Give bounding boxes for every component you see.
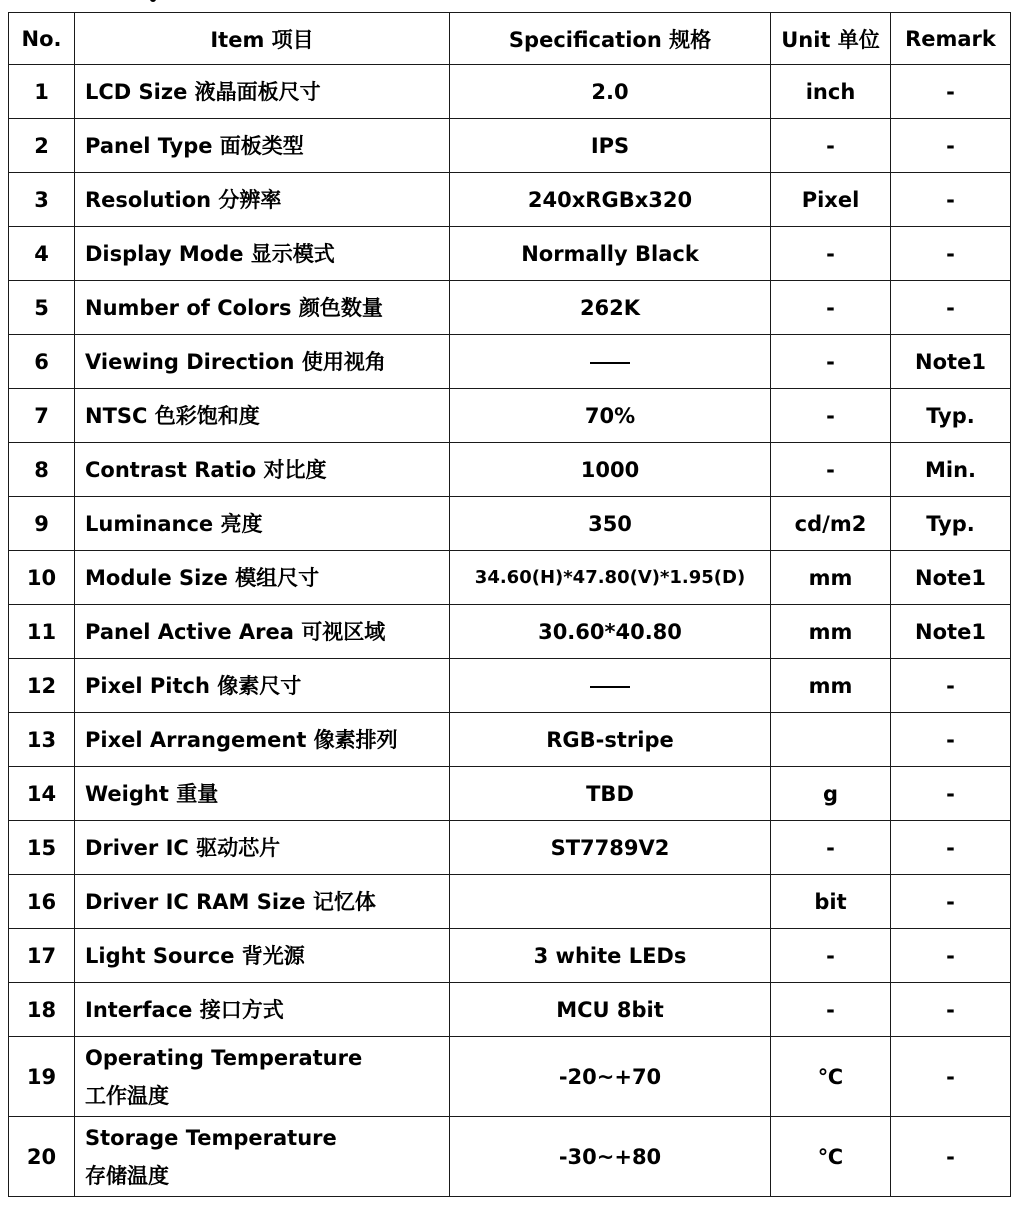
table-row [9,767,1011,821]
item-name: Resolution 分辨率 [75,173,450,227]
remark-value: - [891,65,1011,119]
unit-value: Pixel [771,173,891,227]
item-name: Number of Colors 颜色数量 [75,281,450,335]
item-name: Interface 接口方式 [75,983,450,1037]
spec-value: 34.60(H)*47.80(V)*1.95(D) [450,551,771,605]
unit-value: inch [771,65,891,119]
spec-value: MCU 8bit [450,983,771,1037]
table-row [9,659,1011,713]
row-number: 16 [9,875,75,929]
remark-value: - [891,821,1011,875]
spec-value: RGB-stripe [450,713,771,767]
spec-value: 2.0 [450,65,771,119]
remark-value: Typ. [891,389,1011,443]
unit-value: mm [771,551,891,605]
unit-value: - [771,389,891,443]
unit-value: ℃ [771,1117,891,1197]
unit-value: cd/m2 [771,497,891,551]
table-row [9,281,1011,335]
row-number: 8 [9,443,75,497]
spec-value: TBD [450,767,771,821]
item-name: Module Size 模组尺寸 [75,551,450,605]
remark-value: - [891,173,1011,227]
header-unit: Unit 单位 [771,13,891,65]
remark-value: - [891,875,1011,929]
unit-value: mm [771,605,891,659]
remark-value: - [891,929,1011,983]
table-header-row [9,13,1011,65]
row-number: 3 [9,173,75,227]
item-name: Display Mode 显示模式 [75,227,450,281]
item-name: Pixel Arrangement 像素排列 [75,713,450,767]
spec-value: IPS [450,119,771,173]
row-number: 7 [9,389,75,443]
table-row [9,497,1011,551]
item-name: Contrast Ratio 对比度 [75,443,450,497]
unit-value: - [771,929,891,983]
remark-value: Typ. [891,497,1011,551]
table-row [9,389,1011,443]
remark-value: - [891,659,1011,713]
item-name: LCD Size 液晶面板尺寸 [75,65,450,119]
unit-value: mm [771,659,891,713]
unit-value: ℃ [771,1037,891,1117]
spec-value: 1000 [450,443,771,497]
table-row [9,227,1011,281]
remark-value: Min. [891,443,1011,497]
spec-value: 350 [450,497,771,551]
item-name-cn: 存储温度 [85,1163,169,1188]
table-row [9,983,1011,1037]
row-number: 11 [9,605,75,659]
item-name: Weight 重量 [75,767,450,821]
unit-value: - [771,983,891,1037]
table-row [9,335,1011,389]
item-name: Luminance 亮度 [75,497,450,551]
table-row [9,875,1011,929]
remark-value: - [891,713,1011,767]
item-name: Panel Type 面板类型 [75,119,450,173]
header-no: No. [9,13,75,65]
item-name [75,1037,450,1117]
table-row [9,1117,1011,1197]
row-number: 12 [9,659,75,713]
row-number: 9 [9,497,75,551]
unit-value: - [771,821,891,875]
item-name: Light Source 背光源 [75,929,450,983]
specification-table [8,12,1011,1197]
table-row [9,443,1011,497]
spec-value: Normally Black [450,227,771,281]
unit-value: - [771,335,891,389]
item-name-en: Operating Temperature [85,1045,363,1070]
row-number: 20 [9,1117,75,1197]
table-row [9,551,1011,605]
header-remark: Remark [891,13,1011,65]
table-row [9,65,1011,119]
row-number: 15 [9,821,75,875]
spec-value [450,335,771,389]
spec-value: 3 white LEDs [450,929,771,983]
remark-value: - [891,227,1011,281]
remark-value: - [891,983,1011,1037]
spec-value: 70% [450,389,771,443]
item-name: Panel Active Area 可视区域 [75,605,450,659]
remark-value: - [891,119,1011,173]
table-row [9,605,1011,659]
spec-value: ST7789V2 [450,821,771,875]
remark-value: Note1 [891,335,1011,389]
row-number: 17 [9,929,75,983]
spec-value: -30~+80 [450,1117,771,1197]
table-row [9,173,1011,227]
remark-value: Note1 [891,551,1011,605]
remark-value: - [891,281,1011,335]
item-name [75,1117,450,1197]
item-name-en: Storage Temperature [85,1125,337,1150]
item-name: NTSC 色彩饱和度 [75,389,450,443]
unit-value: - [771,443,891,497]
table-row [9,713,1011,767]
row-number: 6 [9,335,75,389]
unit-value: - [771,227,891,281]
spec-value: 240xRGBx320 [450,173,771,227]
spec-value: 262K [450,281,771,335]
remark-value: - [891,1037,1011,1117]
item-name-cn: 工作温度 [85,1083,169,1108]
header-item: Item 项目 [75,13,450,65]
remark-value: - [891,767,1011,821]
item-name: Driver IC RAM Size 记忆体 [75,875,450,929]
header-specification: Specification 规格 [450,13,771,65]
unit-value [771,713,891,767]
table-row [9,119,1011,173]
item-name: Driver IC 驱动芯片 [75,821,450,875]
row-number: 5 [9,281,75,335]
table-row [9,821,1011,875]
item-name: Pixel Pitch 像素尺寸 [75,659,450,713]
table-row [9,929,1011,983]
row-number: 13 [9,713,75,767]
unit-value: - [771,281,891,335]
row-number: 1 [9,65,75,119]
unit-value: bit [771,875,891,929]
item-name: Viewing Direction 使用视角 [75,335,450,389]
row-number: 14 [9,767,75,821]
row-number: 2 [9,119,75,173]
dash-line-icon [590,362,630,364]
row-number: 4 [9,227,75,281]
spec-value: 30.60*40.80 [450,605,771,659]
row-number: 18 [9,983,75,1037]
spec-value [450,875,771,929]
table-row [9,1037,1011,1117]
dash-line-icon [590,686,630,688]
row-number: 10 [9,551,75,605]
row-number: 19 [9,1037,75,1117]
spec-value: -20~+70 [450,1037,771,1117]
unit-value: - [771,119,891,173]
spec-value [450,659,771,713]
remark-value: - [891,1117,1011,1197]
remark-value: Note1 [891,605,1011,659]
unit-value: g [771,767,891,821]
cropped-heading-fragment [150,0,210,6]
